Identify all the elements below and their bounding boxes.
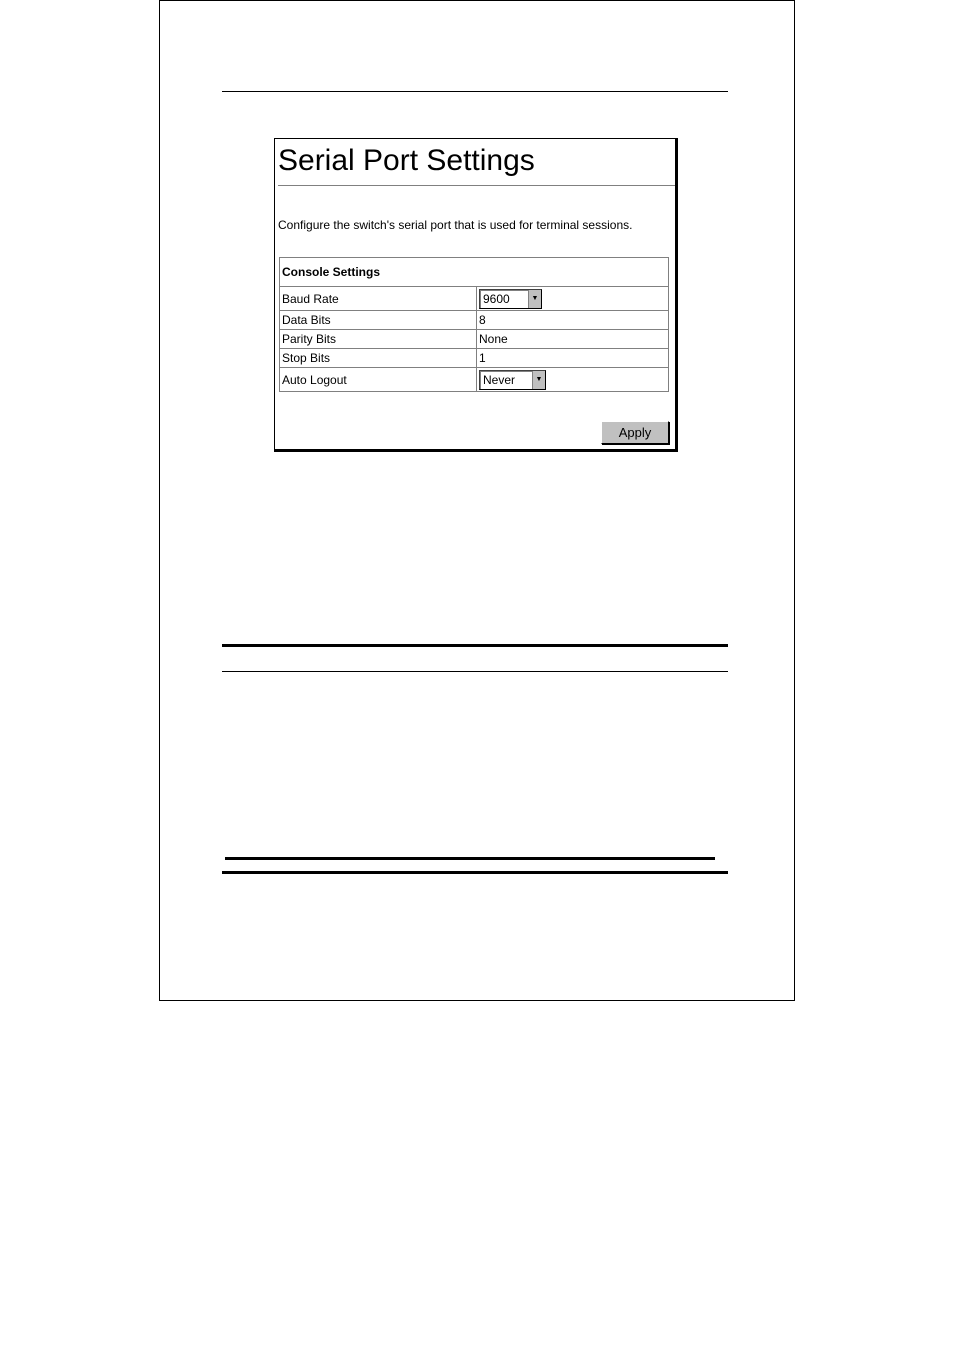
parity-bits-value: None (477, 330, 669, 349)
page-title: Serial Port Settings (278, 144, 535, 177)
chevron-down-icon[interactable]: ▼ (532, 371, 545, 389)
footer-rule-upper (225, 857, 715, 860)
table-row-auto-logout (280, 368, 669, 392)
table-row-stop-bits (280, 349, 669, 368)
table-header-row (280, 258, 669, 287)
table-row-data-bits (280, 311, 669, 330)
table-row-baud-rate (280, 287, 669, 311)
table-header: Console Settings (280, 258, 669, 287)
header-rule (222, 91, 728, 92)
auto-logout-select[interactable] (479, 370, 546, 390)
baud-rate-value: 9600 (483, 291, 510, 306)
data-bits-label: Data Bits (280, 311, 477, 330)
baud-rate-cell (477, 287, 669, 311)
table-row-parity-bits (280, 330, 669, 349)
auto-logout-label: Auto Logout (280, 368, 477, 392)
data-bits-value: 8 (477, 311, 669, 330)
baud-rate-select[interactable] (479, 289, 542, 309)
chevron-down-icon[interactable]: ▼ (528, 290, 541, 308)
auto-logout-cell (477, 368, 669, 392)
baud-rate-label: Baud Rate (280, 287, 477, 311)
apply-button[interactable]: Apply (601, 421, 669, 444)
section-rule-thin (222, 671, 728, 672)
console-settings-table (279, 257, 669, 392)
page-description: Configure the switch's serial port that is used for terminal sessions. (278, 218, 633, 232)
footer-rule-lower (222, 871, 728, 874)
parity-bits-label: Parity Bits (280, 330, 477, 349)
serial-port-settings-panel (274, 138, 678, 452)
stop-bits-value: 1 (477, 349, 669, 368)
stop-bits-label: Stop Bits (280, 349, 477, 368)
section-rule-thick (222, 644, 728, 647)
auto-logout-value: Never (483, 372, 516, 387)
title-divider (278, 185, 675, 186)
